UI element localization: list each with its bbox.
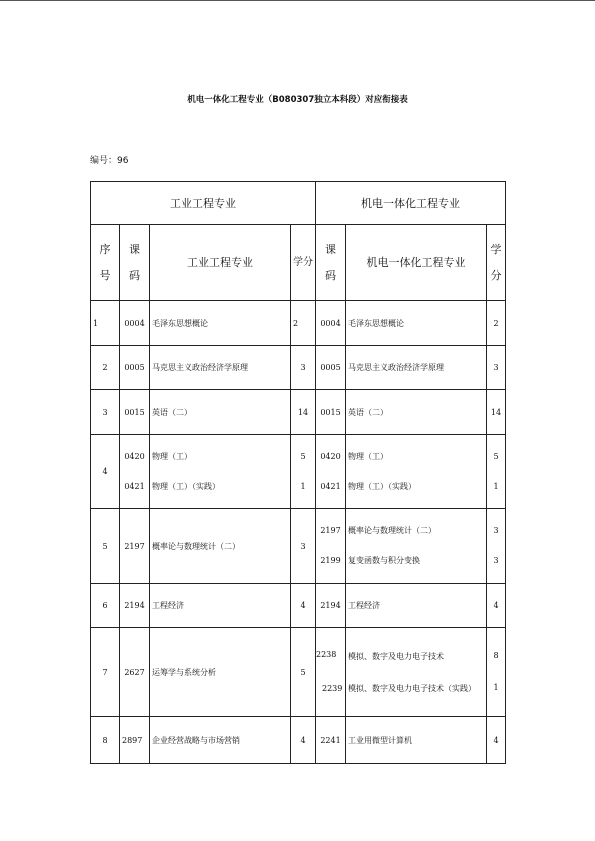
- document-number: 编号：96: [90, 156, 129, 166]
- left-credit-cell: 5: [291, 628, 316, 717]
- right-code-cell: 2197 2199: [316, 509, 346, 584]
- top-rule: [0, 0, 595, 1]
- right-major-header: 机电一体化工程专业: [346, 225, 487, 301]
- right-group-header: 机电一体化工程专业: [316, 182, 506, 225]
- page-title: 机电一体化工程专业（B080307独立本科段）对应衔接表: [187, 95, 408, 105]
- seq-cell: 6: [91, 584, 120, 628]
- left-course-cell: 马克思主义政治经济学原理: [150, 346, 291, 390]
- table-row: [91, 717, 506, 764]
- right-code-cell: 0015: [316, 390, 346, 435]
- table-row: [91, 435, 506, 509]
- left-course-cell: 工程经济: [150, 584, 291, 628]
- column-header-row: [91, 225, 506, 301]
- seq-cell: 1: [91, 301, 120, 346]
- left-course-cell: 运筹学与系统分析: [150, 628, 291, 717]
- seq-header: 序号: [91, 225, 120, 301]
- table-row: [91, 509, 506, 584]
- code-header-right: 课码: [316, 225, 346, 301]
- table-row: [91, 584, 506, 628]
- seq-cell: 4: [91, 435, 120, 509]
- table-row: [91, 346, 506, 390]
- right-course-cell: 毛泽东思想概论: [346, 301, 487, 346]
- right-code-cell: 0004: [316, 301, 346, 346]
- right-course-cell: 英语（二）: [346, 390, 487, 435]
- credit-header-left: 学分: [291, 225, 316, 301]
- left-course-cell: 企业经营战略与市场营销: [150, 717, 291, 764]
- seq-cell: 8: [91, 717, 120, 764]
- table-row: [91, 301, 506, 346]
- left-course-cell: 英语（二）: [150, 390, 291, 435]
- right-credit-cell: 8 1: [487, 628, 506, 717]
- left-group-header: 工业工程专业: [91, 182, 316, 225]
- left-code-cell: 2897: [120, 717, 150, 764]
- left-credit-cell: 5 1: [291, 435, 316, 509]
- right-credit-cell: 2: [487, 301, 506, 346]
- seq-cell: 3: [91, 390, 120, 435]
- left-code-cell: 0015: [120, 390, 150, 435]
- right-credit-cell: 14: [487, 390, 506, 435]
- left-credit-cell: 4: [291, 584, 316, 628]
- left-credit-cell: 3: [291, 509, 316, 584]
- right-course-cell: 模拟、数字及电力电子技术 模拟、数字及电力电子技术（实践）: [346, 628, 487, 717]
- right-credit-cell: 3: [487, 346, 506, 390]
- group-header-row: [91, 182, 506, 225]
- left-course-cell: 物理（工） 物理（工）（实践）: [150, 435, 291, 509]
- left-major-header: 工业工程专业: [150, 225, 291, 301]
- right-course-cell: 物理（工） 物理（工）（实践）: [346, 435, 487, 509]
- seq-cell: 5: [91, 509, 120, 584]
- left-course-cell: 毛泽东思想概论: [150, 301, 291, 346]
- left-code-cell: 2627: [120, 628, 150, 717]
- left-code-cell: 2194: [120, 584, 150, 628]
- table-row: [91, 390, 506, 435]
- right-course-cell: 工业用微型计算机: [346, 717, 487, 764]
- left-credit-cell: 3: [291, 346, 316, 390]
- right-credit-cell: 3 3: [487, 509, 506, 584]
- credit-header-right: 学分: [487, 225, 506, 301]
- right-code-cell: 2241: [316, 717, 346, 764]
- left-credit-cell: 14: [291, 390, 316, 435]
- right-code-cell: 0005: [316, 346, 346, 390]
- course-mapping-table: [90, 181, 506, 764]
- code-header-left: 课码: [120, 225, 150, 301]
- seq-cell: 7: [91, 628, 120, 717]
- right-course-cell: 工程经济: [346, 584, 487, 628]
- right-course-cell: 马克思主义政治经济学原理: [346, 346, 487, 390]
- right-course-cell: 概率论与数理统计（二） 复变函数与积分变换: [346, 509, 487, 584]
- left-credit-cell: 4: [291, 717, 316, 764]
- table-row: [91, 628, 506, 717]
- left-code-cell: 2197: [120, 509, 150, 584]
- left-credit-cell: 2: [291, 301, 316, 346]
- seq-cell: 2: [91, 346, 120, 390]
- left-code-cell: 0004: [120, 301, 150, 346]
- left-code-cell: 0420 0421: [120, 435, 150, 509]
- left-course-cell: 概率论与数理统计（二）: [150, 509, 291, 584]
- right-code-cell: 2238 2239: [316, 628, 346, 717]
- right-code-cell: 0420 0421: [316, 435, 346, 509]
- right-credit-cell: 4: [487, 584, 506, 628]
- left-code-cell: 0005: [120, 346, 150, 390]
- right-credit-cell: 5 1: [487, 435, 506, 509]
- right-credit-cell: 4: [487, 717, 506, 764]
- right-code-cell: 2194: [316, 584, 346, 628]
